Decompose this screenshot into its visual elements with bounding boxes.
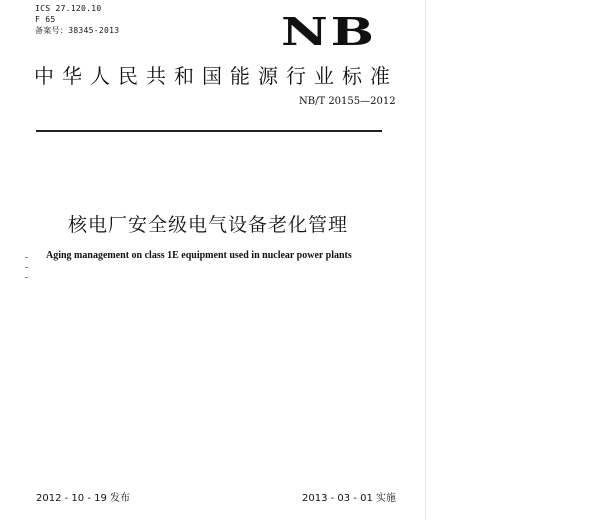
standard-code: NB/T 20155—2012 — [299, 96, 396, 107]
document-title-en: Aging management on class 1E equipment used in nuclear power plants — [46, 250, 352, 261]
standard-category: 中华人民共和国能源行业标准 — [34, 64, 398, 88]
scan-speck — [25, 257, 28, 258]
scan-speck — [25, 277, 28, 278]
nb-logo: NB — [281, 9, 377, 54]
scan-speck — [25, 267, 28, 268]
page-edge-divider — [425, 0, 426, 520]
document-title-cn: 核电厂安全级电气设备老化管理 — [68, 214, 349, 236]
effective-date: 2013 - 03 - 01 实施 — [302, 493, 397, 504]
ccs-code: F 65 — [35, 15, 56, 24]
header-divider — [36, 130, 382, 132]
ics-code: ICS 27.120.10 — [35, 4, 102, 13]
issue-date: 2012 - 10 - 19 发布 — [36, 493, 131, 504]
filing-number: 备案号：38345-2013 — [35, 26, 120, 35]
